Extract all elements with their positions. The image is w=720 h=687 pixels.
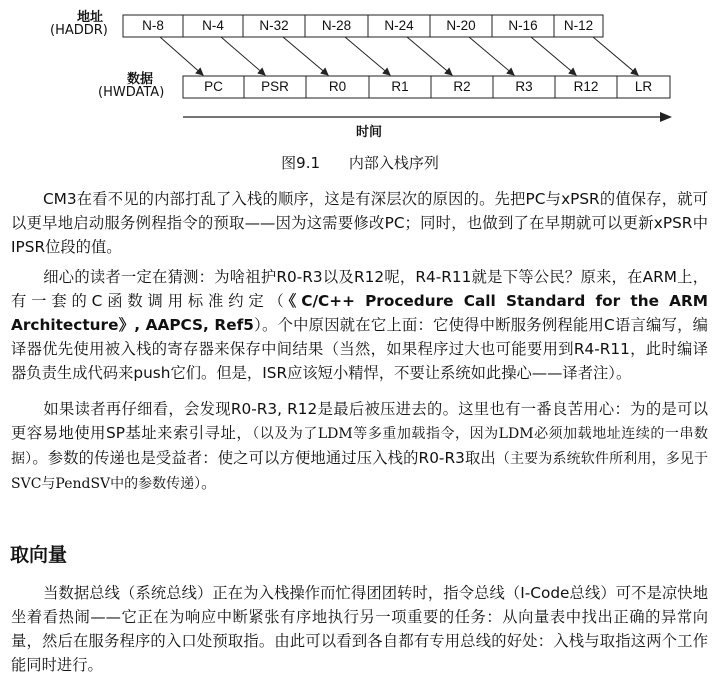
section-title: 取向量 <box>10 544 68 566</box>
address-cell: N-24 <box>384 18 414 33</box>
paragraph-4-text: 当数据总线（系统总线）正在为入栈操作而忙得团团转时，指令总线（I-Code总线）可不是凉快地坐着看热闹——它正在为响应中断紧张有序地执行另一项重要的任务：从向量表中找出正确的异常向量，然后在服务程序的入口处预取指。由此可以看到各自都有专用总线的好处：入栈与取指这两个工作能同时进行。 <box>11 584 708 674</box>
paragraph-4 <box>11 581 708 677</box>
data-cell: R2 <box>453 79 471 94</box>
address-cell: N-32 <box>259 18 289 33</box>
figure-title: 内部入栈序列 <box>348 154 439 172</box>
arrow-r12 <box>531 37 576 75</box>
address-cell: N-16 <box>508 18 538 33</box>
address-label-en: (HADDR) <box>50 23 108 38</box>
arrow-lr <box>593 37 638 75</box>
figure-caption <box>0 152 720 173</box>
arrow-psr <box>221 37 265 75</box>
address-label-cn: 地址 <box>77 10 104 25</box>
paragraph-1-text: CM3在看不见的内部打乱了入栈的顺序，这是有深层次的原因的。先把PC与xPSR的值保存，就可以更早地启动服务例程指令的预取——因为这需要修改PC；同时，也做到了在早期就可以更新xPSR中IPSR位段的值。 <box>11 190 708 256</box>
data-cell: R0 <box>328 79 347 94</box>
paragraph-3-text-c: 。参数的传递也是受益者：使之可以方便地通过压入栈的R0-R3取出 <box>32 449 496 467</box>
paragraph-3-text-a: 如果读者再仔细看，会发现R0-R3, R12是最后被压进去的。这里也有一番良苦用心：为的是可以更容易地使用SP基址来索引寻址， <box>11 400 708 442</box>
paragraph-3-note-svc: （主要为系统软件所利用，多见于SVC与PendSV中的参数传递） <box>11 451 709 492</box>
address-cell: N-4 <box>202 18 224 33</box>
data-cell: R3 <box>515 79 533 94</box>
stacking-sequence-diagram <box>0 0 720 145</box>
data-label-cn: 数据 <box>127 72 154 87</box>
transfer-arrows <box>160 37 638 75</box>
arrow-r0 <box>283 37 328 75</box>
arrow-r1 <box>345 37 390 75</box>
data-cell: LR <box>634 79 653 94</box>
data-cell: R12 <box>573 79 599 94</box>
figure-number: 图9.1 <box>281 154 321 172</box>
address-cell: N-28 <box>321 18 352 33</box>
aapcs-reference: 《C/C++ Procedure Call Standard for the ARM Architecture》, AAPCS, Ref5 <box>11 292 708 334</box>
address-cell: N-20 <box>446 18 476 33</box>
arrow-r3 <box>469 37 514 75</box>
data-cell: PSR <box>261 79 289 94</box>
paragraph-1 <box>11 187 708 259</box>
data-cell: R1 <box>391 79 409 94</box>
time-arrow-head <box>660 112 672 122</box>
time-axis-label: 时间 <box>356 125 383 140</box>
paragraph-3-note-ldm: （以及为了LDM等多重加载指令，因为LDM必须加载地址连续的一串数据） <box>11 426 708 467</box>
arrow-r2 <box>407 37 452 75</box>
paragraph-2-text-a: 细心的读者一定在猜测：为啥祖护R0-R3以及R12呢，R4-R11就是下等公民？原来，在ARM上，有一套的C函数调用标准约定（ <box>11 268 708 310</box>
paragraph-2-text-c: ）。个中原因就在它上面：它使得中断服务例程能用C语言编写，编译器优先使用被入栈的寄存器来保存中间结果（当然，如果程序过大也可能要用到R4-R11，此时编译器负责生成代码来push它们。但是，ISR应该短小精悍，不要让系统如此操心——译者注）。 <box>11 316 708 382</box>
paragraph-3 <box>11 397 708 496</box>
data-cell: PC <box>204 79 223 94</box>
address-cell: N-8 <box>142 18 164 33</box>
data-label-en: (HWDATA) <box>98 85 165 100</box>
paragraph-2 <box>11 265 708 385</box>
address-cell: N-12 <box>563 18 594 33</box>
paragraph-3-text-e: 。 <box>201 474 217 492</box>
time-axis <box>183 112 672 122</box>
arrow-pc <box>160 37 203 75</box>
